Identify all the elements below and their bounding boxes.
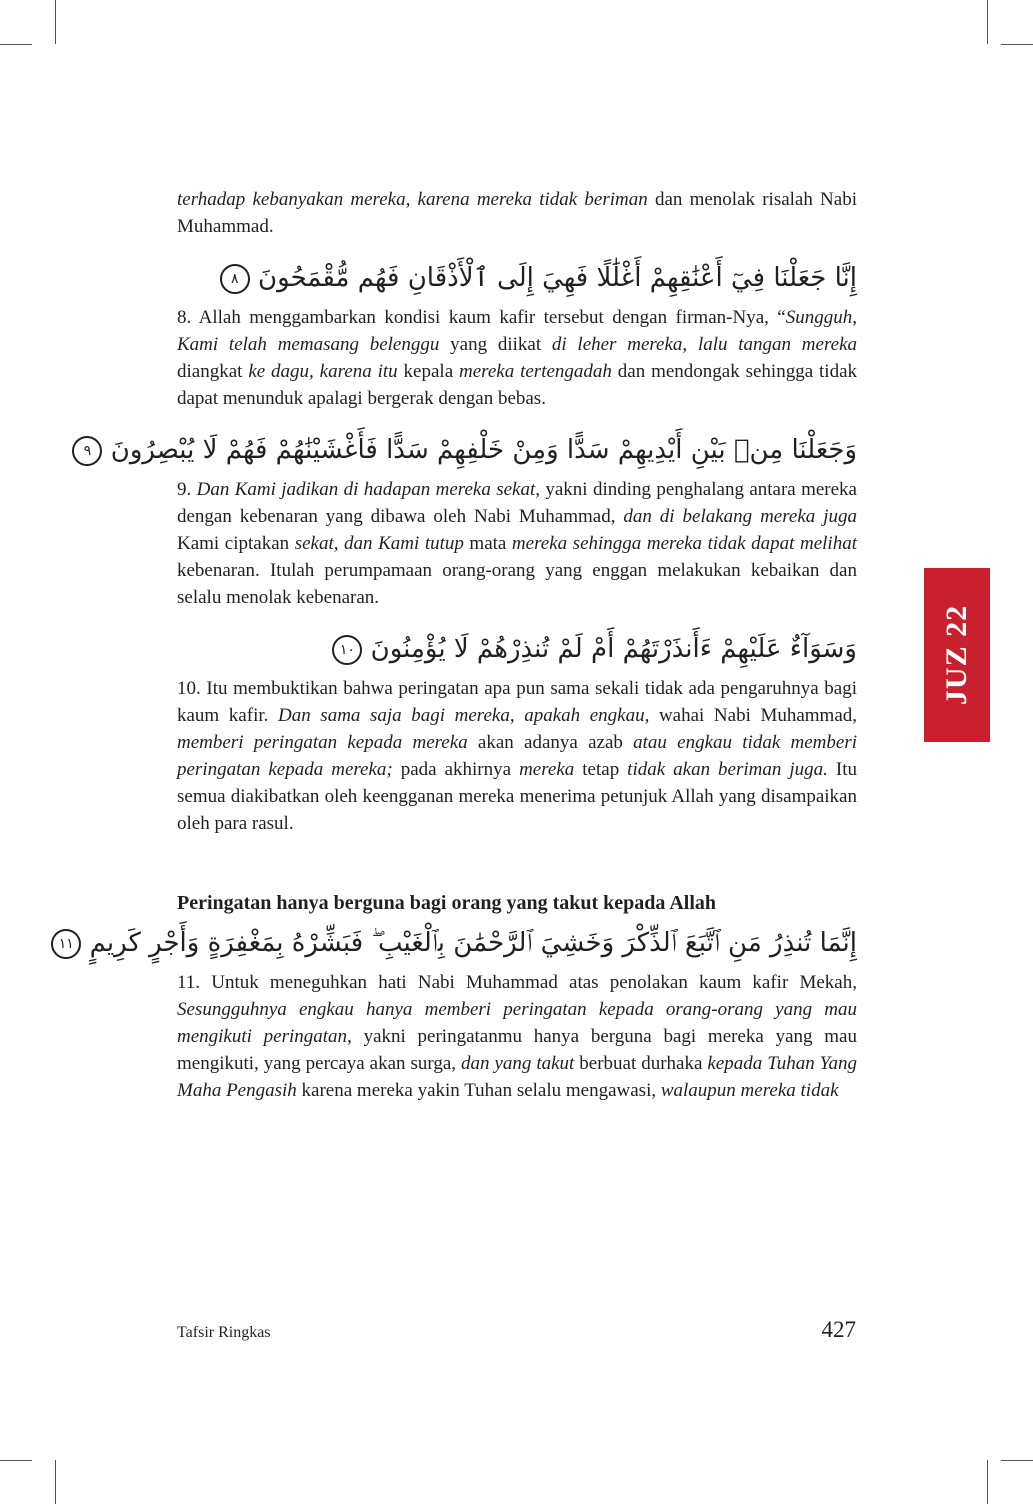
verse-10-arabic [177,629,857,675]
section-heading: Peringatan hanya berguna bagi orang yang takut kepada Allah [177,892,716,914]
verse-9-number-marker: ٩ [72,436,102,466]
verse-9-text: وَجَعَلْنَا مِنۢ بَيْنِ أَيْدِيهِمْ سَدًّا وَمِنْ خَلْفِهِمْ سَدًّا فَأَغْشَيْنَٰهُمْ فَهُمْ لَا يُبْصِرُونَ [110,435,857,465]
p10-run-3: memberi peringatan kepada mereka [177,732,468,753]
p8-run-8: dan mendongak sehingga tidak dapat menunduk apalagi bergerak dengan bebas. [177,361,858,409]
p10-run-8: tetap [574,759,628,780]
crop-mark-bottom-right [987,1460,988,1504]
p9-run-5: sekat, dan Kami tutup [294,533,464,554]
tafsir-verse-10 [177,675,857,837]
crop-mark-top-right [987,0,988,44]
p8-run-2: yang diikat [439,334,552,355]
p11-run-5: kepada Tuhan Yang Maha Pengasih [177,1053,857,1101]
p0-run-1: dan menolak risalah Nabi Muhammad. [177,189,857,237]
crop-mark-bottom-left [55,1460,56,1504]
p8-run-3: di leher mereka, lalu tangan mereka [551,334,858,355]
verse-8-text: إِنَّا جَعَلْنَا فِيٓ أَعْنَٰقِهِمْ أَغْلَٰلًا فَهِيَ إِلَى ٱلْأَذْقَانِ فَهُم مُّقْمَحُونَ [258,263,857,293]
crop-mark-top-left [55,0,56,44]
p11-run-6: karena mereka yakin Tuhan selalu mengawasi, [296,1080,661,1101]
p8-run-7: mereka tertengadah [459,361,612,382]
p0-run-0: terhadap kebanyakan mereka, karena mereka tidak beriman [177,189,648,210]
crop-mark-bottom-left-h [0,1460,32,1461]
verse-10-text: وَسَوَآءٌ عَلَيْهِمْ ءَأَنذَرْتَهُمْ أَمْ لَمْ تُنذِرْهُمْ لَا يُؤْمِنُونَ [370,634,857,664]
p8-run-6: kepala [397,361,459,382]
crop-mark-top-left-h [0,44,32,45]
footer-book-title: Tafsir Ringkas [177,1324,271,1341]
crop-mark-top-right-h [1001,44,1033,45]
p10-run-7: mereka [519,759,575,780]
p9-run-7: mereka sehingga mereka tidak dapat melihat [511,533,857,554]
paragraph-continued [177,186,857,240]
p10-run-0: 10. Itu membuktikan bahwa peringatan apa pun sama sekali tidak ada pengaruhnya bagi kaum kafir. [177,678,857,726]
page-number: 427 [821,1317,856,1342]
verse-11-number-marker: ١١ [51,929,81,959]
verse-11-arabic [58,923,857,969]
p10-run-9: tidak akan beriman juga. [627,759,828,780]
tafsir-verse-11 [177,969,857,1104]
p9-run-1: Dan Kami jadikan di hadapan mereka sekat, [196,479,540,500]
p9-run-2: yakni dinding penghalang antara mereka dengan kebenaran yang dibawa oleh Nabi Muhammad, [177,479,857,527]
tafsir-verse-9 [177,476,857,611]
verse-8-arabic [177,258,857,304]
p11-run-1: Sesungguhnya engkau hanya memberi peringatan kepada orang-orang yang mau mengikuti peringatan, [177,999,857,1047]
p8-run-4: diangkat [177,361,249,382]
p11-run-4: berbuat durhaka [574,1053,708,1074]
p8-run-5: ke dagu, karena itu [248,361,398,382]
p11-run-7: walaupun mereka tidak [660,1080,839,1101]
p10-run-2: wahai Nabi Muhammad, [649,705,858,726]
crop-mark-bottom-right-h [1001,1460,1033,1461]
p9-run-6: mata [463,533,512,554]
p10-run-5: atau engkau tidak memberi peringatan kepada mereka; [177,732,857,780]
p10-run-10: Itu semua diakibatkan oleh keengganan mereka menerima petunjuk Allah yang disampaikan oleh para rasul. [177,759,857,834]
p9-run-3: dan di belakang mereka juga [623,506,857,527]
p11-run-3: dan yang takut [461,1053,575,1074]
verse-8-number-marker: ٨ [220,264,250,294]
verse-9-arabic [83,430,857,476]
p10-run-4: akan adanya azab [467,732,634,753]
juz-tab [924,568,990,742]
juz-tab-label: JUZ 22 [940,604,973,706]
p9-run-0: 9. [177,479,197,500]
p11-run-2: yakni peringatanmu hanya berguna bagi mereka yang mau mengikuti, yang percaya akan surga, [177,1026,857,1074]
verse-10-number-marker: ١٠ [332,635,362,665]
p10-run-1: Dan sama saja bagi mereka, apakah engkau, [277,705,650,726]
p10-run-6: pada akhirnya [392,759,520,780]
verse-11-text: إِنَّمَا تُنذِرُ مَنِ ٱتَّبَعَ ٱلذِّكْرَ وَخَشِيَ ٱلرَّحْمَٰنَ بِٱلْغَيْبِ ۖ فَبَشِّرْهُ بِمَغْفِرَةٍ وَأَجْرٍ كَرِيمٍ [89,928,857,958]
p9-run-4: Kami ciptakan [177,533,295,554]
p8-run-1: Sungguh, Kami telah memasang belenggu [177,307,857,355]
page-body [58,186,858,1104]
p11-run-0: 11. Untuk meneguhkan hati Nabi Muhammad atas penolakan kaum kafir Mekah, [177,972,857,993]
p8-run-0: 8. Allah menggambarkan kondisi kaum kafir tersebut dengan firman-Nya, “ [177,307,786,328]
tafsir-verse-8 [177,304,857,412]
p9-run-8: kebenaran. Itulah perumpamaan orang-orang yang enggan melakukan kebaikan dan selalu menolak kebenaran. [177,560,857,608]
